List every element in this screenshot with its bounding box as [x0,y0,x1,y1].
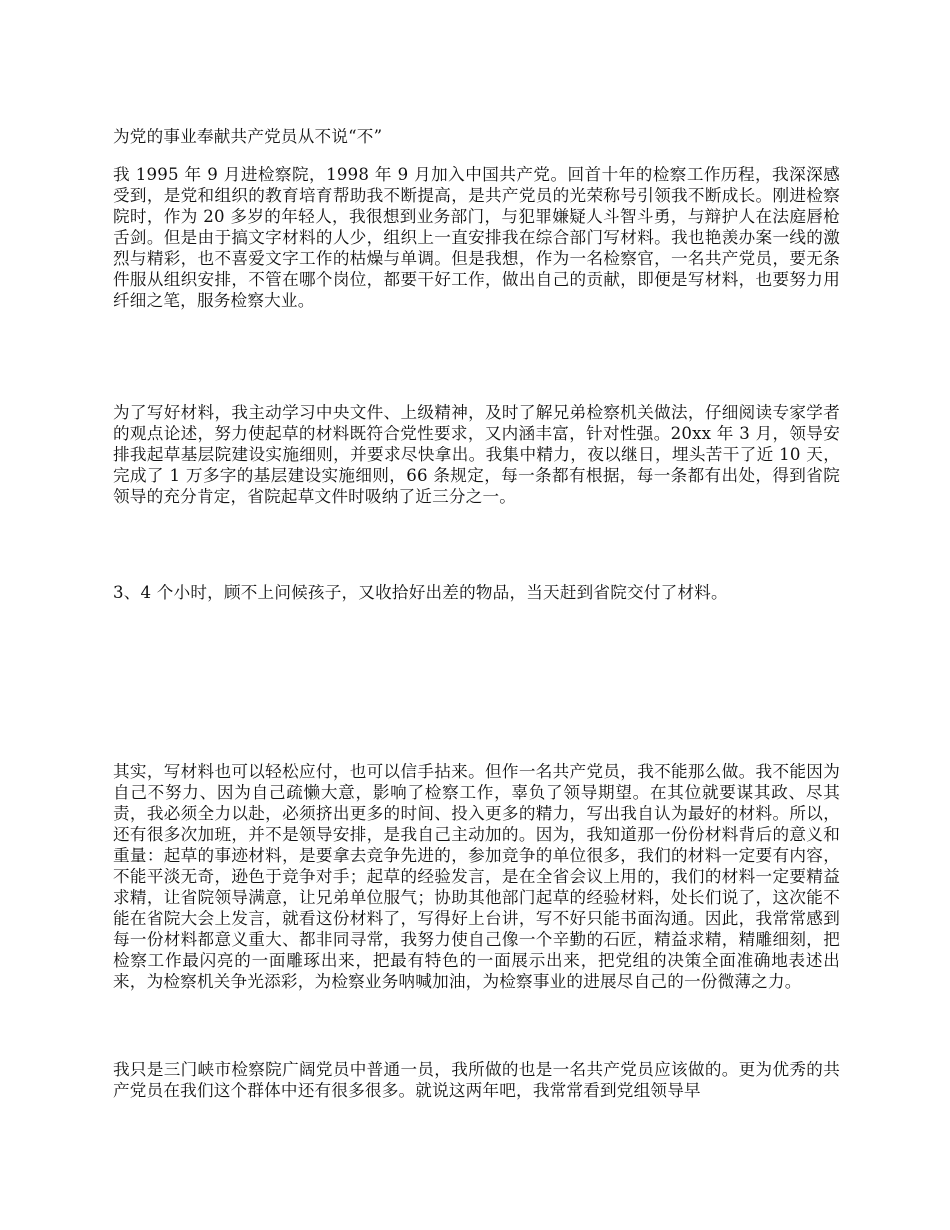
document-title: 为党的事业奉献共产党员从不说“不” [113,127,383,146]
paragraph-3: 3、4 个小时，顾不上问候孩子，又收拾好出差的物品，当天赶到省院交付了材料。 [113,583,728,602]
paragraph-5: 我只是三门峡市检察院广阔党员中普通一员，我所做的也是一名共产党员应该做的。更为优秀的共产党员在我们这个群体中还有很多很多。就说这两年吧，我常常看到党组领导早 [113,1060,840,1100]
paragraph-4: 其实，写材料也可以轻松应付，也可以信手拈来。但作一名共产党员，我不能那么做。我不能因为自己不努力、因为自己疏懒大意，影响了检察工作，辜负了领导期望。在其位就要谋其政、尽其责，我必须全力以赴，必须挤出更多的时间、投入更多的精力，写出我自认为最好的材料。所以，还有很多次加班，并不是领导安排，是我自己主动加的。因为，我知道那一份份材料背后的意义和重量：起草的事迹材料，是要拿去竞争先进的，参加竞争的单位很多，我们的材料一定要有内容，不能平淡无奇，逊色于竞争对手；起草的经验发言，是在全省会议上用的，我们的材料一定要精益求精，让省院领导满意，让兄弟单位服气；协助其他部门起草的经验材料，处长们说了，这次能不能在省院大会上发言，就看这份材料了，写得好上台讲，写不好只能书面沟通。因此，我常常感到每一份材料都意义重大、都非同寻常，我努力使自己像一个辛勤的石匠，精益求精，精雕细刻，把检察工作最闪亮的一面雕琢出来，把最有特色的一面展示出来，把党组的决策全面准确地表述出来，为检察机关争光添彩，为检察业务呐喊加油，为检察事业的进展尽自己的一份微薄之力。 [113,762,840,991]
paragraph-2: 为了写好材料，我主动学习中央文件、上级精神，及时了解兄弟检察机关做法，仔细阅读专家学者的观点论述，努力使起草的材料既符合党性要求，又内涵丰富，针对性强。20xx 年 3 月，领导安排我起草基层院建设实施细则，并要求尽快拿出。我集中精力，夜以继日，埋头苦干了近 10 天，完成了 1 万多字的基层建设实施细则，66 条规定，每一条都有根据，每一条都有出处，得到省院领导的充分肯定，省院起草文件时吸纳了近三分之一。 [113,403,840,506]
paragraph-1: 我 1995 年 9 月进检察院，1998 年 9 月加入中国共产党。回首十年的检察工作历程，我深深感受到，是党和组织的教育培育帮助我不断提高，是共产党员的光荣称号引领我不断成长。刚进检察院时，作为 20 多岁的年轻人，我很想到业务部门，与犯罪嫌疑人斗智斗勇，与辩护人在法庭唇枪舌剑。但是由于搞文字材料的人少，组织上一直安排我在综合部门写材料。我也艳羡办案一线的激烈与精彩，也不喜爱文字工作的枯燥与单调。但是我想，作为一名检察官，一名共产党员，要无条件服从组织安排，不管在哪个岗位，都要干好工作，做出自己的贡献，即便是写材料，也要努力用纤细之笔，服务检察大业。 [113,165,840,310]
